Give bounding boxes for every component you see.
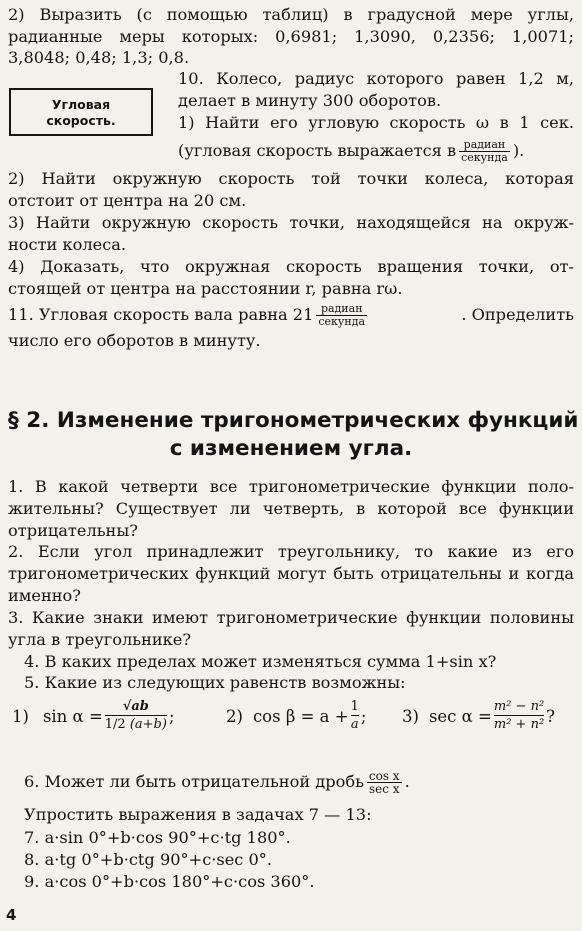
units-text: (угловая скорость выражается в (178, 141, 457, 160)
equation-1-den-half: 1/2 (104, 717, 126, 732)
equation-3-end: ? (546, 706, 556, 726)
problem-10-units-line (178, 134, 574, 168)
question-6-end: . (404, 772, 410, 791)
equation-3-label: 3) (402, 706, 419, 726)
question-1-line-1: 1. В какой четверти все тригонометрические функции поло- (8, 477, 574, 496)
sidebox-line-2: скорость. (46, 113, 116, 128)
equation-3-numerator: m² − n² (493, 699, 545, 714)
sidebox-line-1: Угловая (51, 97, 111, 112)
problem-10-line-9: 4) Доказать, что окружная скорость вращения точки, от- (8, 257, 574, 276)
problem-10-line-2: делает в минуту 300 оборотов. (178, 91, 442, 110)
problem-11-text: 11. Угловая скорость вала равна 21 (8, 305, 314, 324)
problem-10-line-8: ности колеса. (8, 235, 127, 254)
equation-2-lhs: cos β = a + (252, 706, 349, 726)
equation-2-numerator: 1 (350, 699, 359, 714)
question-4: 4. В каких пределах может изменяться сумма 1+sin x? (24, 652, 497, 671)
equation-1-fraction (105, 699, 167, 733)
question-3-line-2: угла в треугольнике? (8, 630, 192, 649)
problem-10-line-6: отстоит от центра на 20 см. (8, 191, 247, 210)
fraction-numerator: радиан (463, 137, 506, 151)
problem-11-line-2: число его оборотов в минуту. (8, 331, 261, 350)
question-3-line-1: 3. Какие знаки имеют тригонометрические функции половины (8, 608, 574, 627)
fraction-numerator: cos x (368, 768, 400, 783)
fraction-denominator: sec x (368, 781, 400, 796)
question-2-line-2: тригонометрических функций могут быть отрицательны и когда (8, 564, 574, 583)
section-heading-line-2: с изменением угла. (169, 436, 413, 461)
problem-10-line-5: 2) Найти окружную скорость той точки колеса, которая (8, 169, 574, 188)
question-5: 5. Какие из следующих равенств возможны: (24, 673, 406, 692)
units-end: ). (512, 141, 525, 160)
problem-9: 9. a·cos 0°+b·cos 180°+c·cos 360°. (24, 872, 315, 891)
question-6 (24, 764, 582, 800)
equations-row (8, 686, 574, 746)
question-1-line-2: жительны? Существует ли четверть, в которой все функции (8, 499, 574, 518)
page-number: 4 (6, 906, 17, 924)
question-1-line-3: отрицательны? (8, 521, 138, 540)
equation-3-fraction (494, 699, 544, 733)
equation-1 (12, 686, 175, 746)
equation-3 (402, 686, 555, 746)
problem-10-line-1: 10. Колесо, радиус которого равен 1,2 м, (178, 69, 574, 88)
fraction-denominator: секунда (318, 314, 366, 328)
problem-10-line-7: 3) Найти окружную скорость точки, находящейся на окруж- (8, 213, 574, 232)
question-6-text: 6. Может ли быть отрицательной дробь (24, 772, 364, 791)
equation-1-den-sum: (a+b) (129, 717, 167, 732)
problem-10-line-10: стоящей от центра на расстоянии r, равна rω. (8, 279, 403, 298)
problem-11-line-1 (8, 298, 574, 332)
equation-2-label: 2) (226, 706, 243, 726)
equation-2-fraction (351, 699, 359, 733)
equation-1-separator: ; (168, 706, 175, 726)
equation-1-denominator (105, 715, 167, 733)
equation-1-lhs: sin α = (42, 706, 103, 726)
cos-over-sec-fraction (367, 770, 402, 795)
section-heading-line-1: § 2. Изменение тригонометрических функций (8, 408, 579, 433)
radian-per-second-fraction (316, 303, 367, 328)
equation-1-numerator: √ab (122, 699, 149, 714)
problem-8: 8. a·tg 0°+b·ctg 90°+c·sec 0°. (24, 850, 273, 869)
problem-10-line-3: 1) Найти его угловую скорость ω в 1 сек. (178, 113, 574, 132)
question-2-line-1: 2. Если угол принадлежит треугольнику, то какие из его (8, 542, 574, 561)
equation-2-denominator: a (350, 717, 359, 732)
equation-3-lhs: sec α = (428, 706, 492, 726)
question-2-line-3: именно? (8, 586, 81, 605)
problem-11-end: . Определить (461, 305, 574, 324)
equation-2-separator: ; (360, 706, 367, 726)
equation-2 (226, 686, 366, 746)
exercise-2-line-2: радианные меры которых: 0,6981; 1,3090, 0,2356; 1,0071; (8, 27, 574, 46)
exercise-2-line-3: 3,8048; 0,48; 1,3; 0,8. (8, 48, 190, 67)
radian-per-second-fraction (459, 139, 510, 164)
fraction-numerator: радиан (320, 301, 363, 315)
exercise-2-line-1: 2) Выразить (с помощью таблиц) в градусной мере углы, (8, 5, 574, 24)
equation-3-denominator: m² + n² (493, 717, 545, 732)
angular-velocity-sidebox (9, 88, 153, 136)
fraction-denominator: секунда (461, 150, 508, 164)
simplify-instruction: Упростить выражения в задачах 7 — 13: (24, 805, 372, 824)
problem-7: 7. a·sin 0°+b·cos 90°+c·tg 180°. (24, 828, 291, 847)
equation-1-label: 1) (12, 706, 29, 726)
